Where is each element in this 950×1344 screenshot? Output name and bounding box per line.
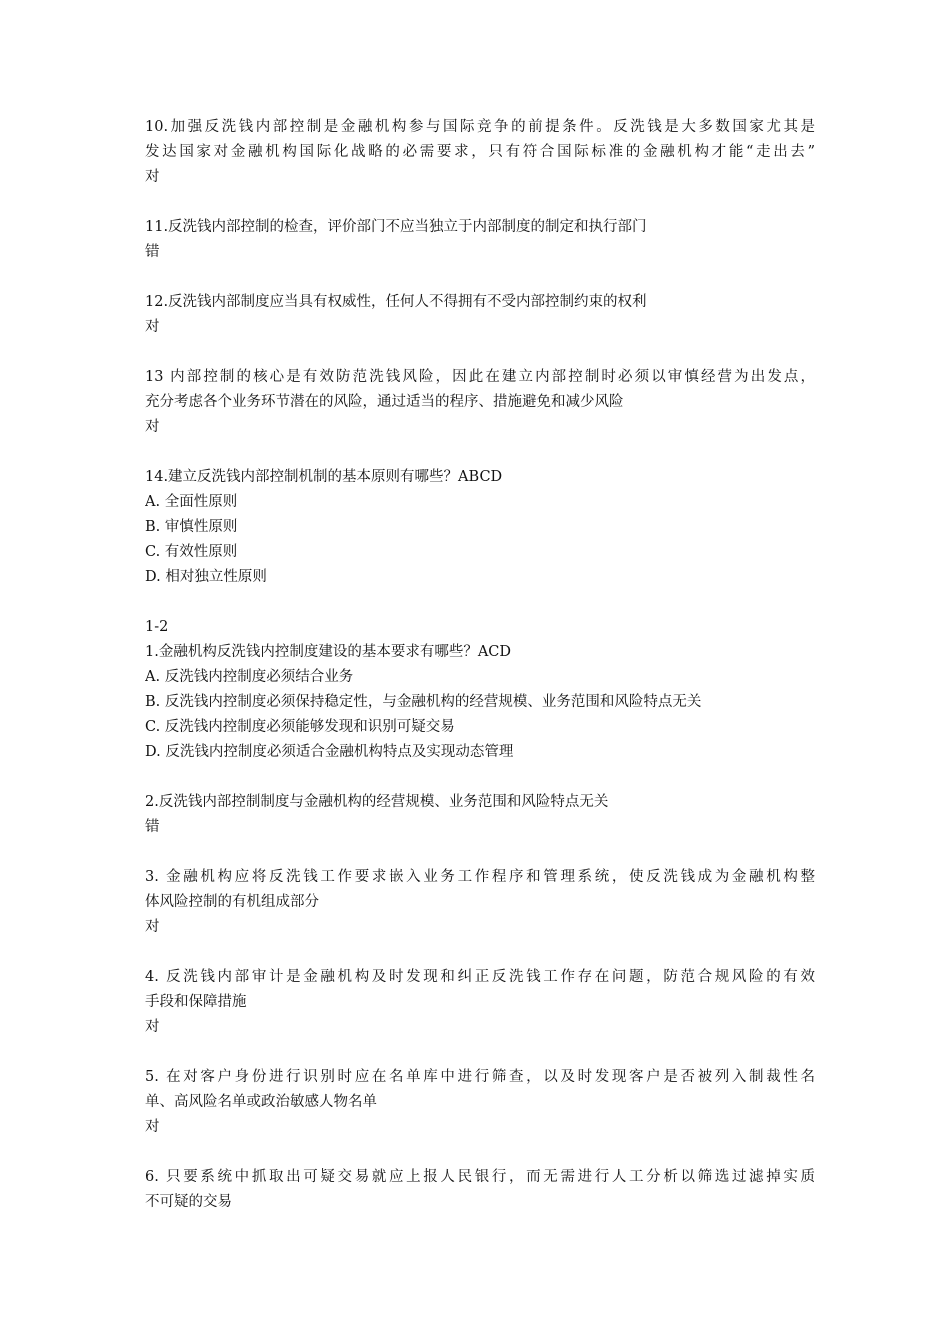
question-text: 10.加强反洗钱内部控制是金融机构参与国际竞争的前提条件。反洗钱是大多数国家尤其是 [145,119,815,135]
option-c: C. 有效性原则 [145,544,238,560]
section-heading: 1-2 [145,619,169,635]
question-text: 5. 在对客户身份进行识别时应在名单库中进行筛查，以及时发现客户是否被列入制裁性名 [145,1069,815,1085]
document-body [145,115,815,1240]
question-text: 1.金融机构反洗钱内控制度建设的基本要求有哪些？ACD [145,644,512,660]
option-b: B. 审慎性原则 [145,519,238,535]
option-b: B. 反洗钱内控制度必须保持稳定性，与金融机构的经营规模、业务范围和风险特点无关 [145,694,702,710]
question-12 [145,290,815,340]
question-2 [145,790,815,840]
question-text: 12.反洗钱内部制度应当具有权威性，任何人不得拥有不受内部控制约束的权利 [145,294,647,310]
question-6 [145,1165,815,1215]
answer: 对 [145,1119,160,1135]
section-1-2-question-1 [145,615,815,765]
answer: 对 [145,419,160,435]
question-text: 充分考虑各个业务环节潜在的风险，通过适当的程序、措施避免和减少风险 [145,394,624,410]
answer: 对 [145,319,160,335]
option-d: D. 相对独立性原则 [145,569,267,585]
question-text: 体风险控制的有机组成部分 [145,894,319,910]
question-10 [145,115,815,190]
question-3 [145,865,815,940]
option-d: D. 反洗钱内控制度必须适合金融机构特点及实现动态管理 [145,744,514,760]
question-text: 14.建立反洗钱内部控制机制的基本原则有哪些？ABCD [145,469,503,485]
answer: 对 [145,169,160,185]
question-4 [145,965,815,1040]
answer: 对 [145,919,160,935]
question-13 [145,365,815,440]
answer: 对 [145,1019,160,1035]
option-c: C. 反洗钱内控制度必须能够发现和识别可疑交易 [145,719,455,735]
question-text: 2.反洗钱内部控制制度与金融机构的经营规模、业务范围和风险特点无关 [145,794,609,810]
question-text: 发达国家对金融机构国际化战略的必需要求，只有符合国际标准的金融机构才能“走出去” [145,144,815,160]
question-14 [145,465,815,590]
option-a: A. 全面性原则 [145,494,238,510]
question-text: 单、高风险名单或政治敏感人物名单 [145,1094,377,1110]
question-text: 4. 反洗钱内部审计是金融机构及时发现和纠正反洗钱工作存在问题，防范合规风险的有效 [145,969,815,985]
question-text: 13 内部控制的核心是有效防范洗钱风险，因此在建立内部控制时必须以审慎经营为出发点， [145,369,815,385]
question-5 [145,1065,815,1140]
question-text: 不可疑的交易 [145,1194,232,1210]
question-text: 6. 只要系统中抓取出可疑交易就应上报人民银行，而无需进行人工分析以筛选过滤掉实质 [145,1169,815,1185]
question-text: 手段和保障措施 [145,994,247,1010]
question-text: 3. 金融机构应将反洗钱工作要求嵌入业务工作程序和管理系统，使反洗钱成为金融机构整 [145,869,815,885]
answer: 错 [145,244,160,260]
question-11 [145,215,815,265]
option-a: A. 反洗钱内控制度必须结合业务 [145,669,354,685]
question-text: 11.反洗钱内部控制的检查，评价部门不应当独立于内部制度的制定和执行部门 [145,219,647,235]
answer: 错 [145,819,160,835]
